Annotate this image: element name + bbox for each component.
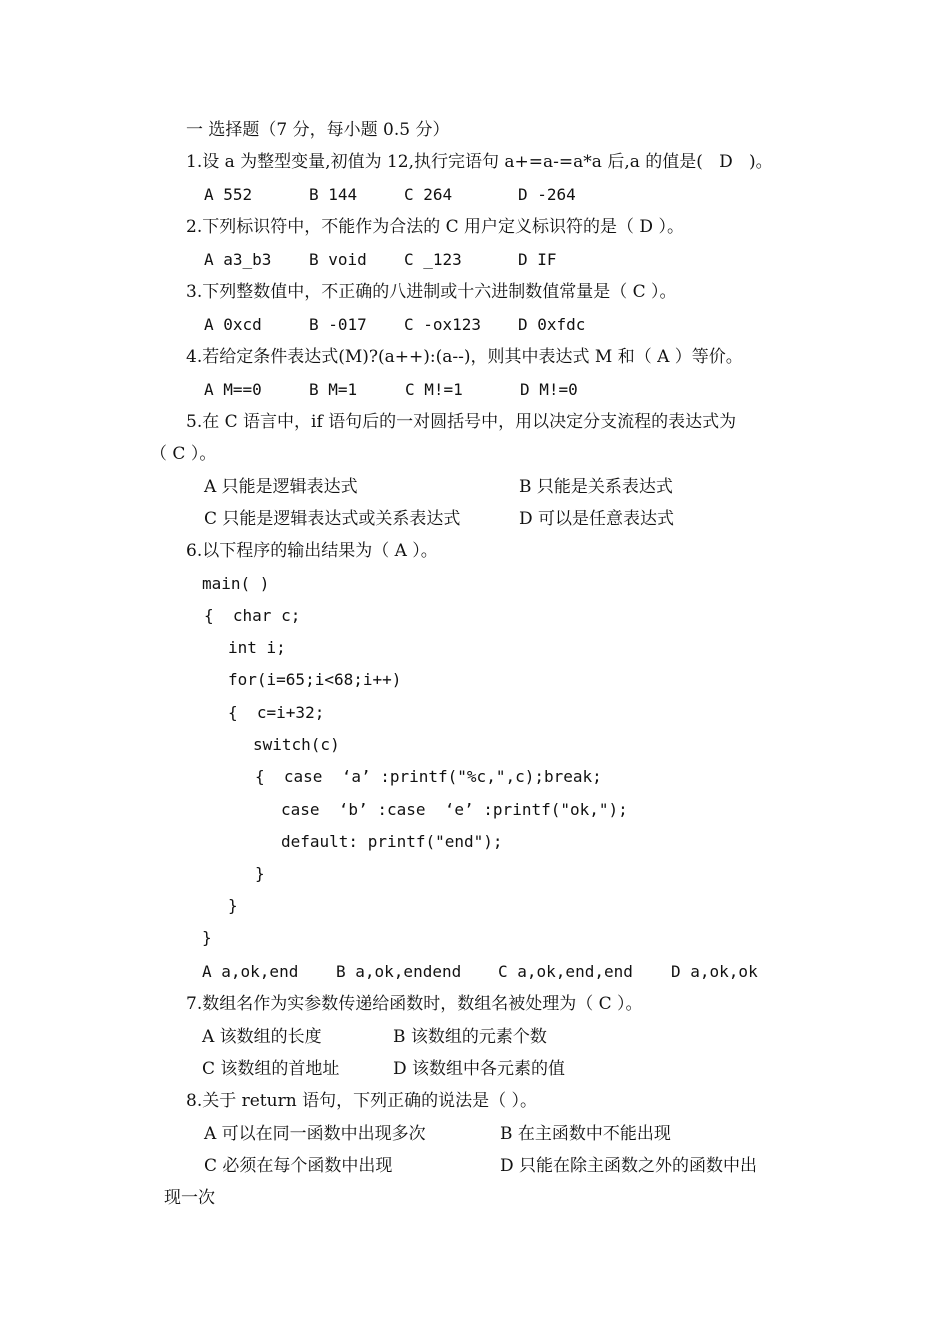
- q2-option-a: A a3_b3: [204, 250, 272, 269]
- question-5-stem-line-1: 5.在 C 语言中，if 语句后的一对圆括号中，用以决定分支流程的表达式为: [186, 412, 737, 432]
- q7-option-c: C 该数组的首地址: [202, 1059, 340, 1079]
- code-line: int i;: [228, 638, 286, 657]
- q6-option-a: A a,ok,end: [202, 962, 299, 981]
- question-2-stem: 2.下列标识符中，不能作为合法的 C 用户定义标识符的是（ D ）。: [186, 217, 684, 237]
- q1-option-b: B 144: [309, 185, 358, 204]
- q4-option-a: A M==0: [204, 380, 262, 399]
- question-8-stem: 8.关于 return 语句，下列正确的说法是（ ）。: [186, 1091, 537, 1111]
- code-line: }: [202, 928, 212, 947]
- code-line: { c=i+32;: [228, 703, 325, 722]
- code-line: { case ‘a’ :printf("%c,",c);break;: [255, 767, 602, 786]
- code-line: for(i=65;i<68;i++): [228, 670, 402, 689]
- q1-option-d: D -264: [518, 185, 576, 204]
- q7-option-d: D 该数组中各元素的值: [393, 1059, 566, 1079]
- q8-option-d-wrap: 现一次: [164, 1188, 215, 1208]
- question-1-stem: 1.设 a 为整型变量,初值为 12,执行完语句 a+=a-=a*a 后,a 的值是( D )。: [186, 152, 773, 172]
- q2-option-c: C _123: [404, 250, 462, 269]
- code-line: }: [228, 896, 238, 915]
- q5-option-a: A 只能是逻辑表达式: [204, 477, 358, 497]
- code-line: case ‘b’ :case ‘e’ :printf("ok,");: [281, 800, 628, 819]
- q7-option-b: B 该数组的元素个数: [393, 1027, 547, 1047]
- q1-option-c: C 264: [404, 185, 453, 204]
- q6-option-d: D a,ok,ok: [671, 962, 758, 981]
- section-heading: 一 选择题（7 分，每小题 0.5 分）: [186, 120, 450, 140]
- code-line: { char c;: [204, 606, 301, 625]
- q8-option-d: D 只能在除主函数之外的函数中出: [500, 1156, 758, 1176]
- q4-option-d: D M!=0: [520, 380, 578, 399]
- question-3-stem: 3.下列整数值中，不正确的八进制或十六进制数值常量是（ C ）。: [186, 282, 677, 302]
- code-line: }: [255, 864, 265, 883]
- q5-option-d: D 可以是任意表达式: [519, 509, 675, 529]
- q2-option-b: B void: [309, 250, 367, 269]
- q5-option-c: C 只能是逻辑表达式或关系表达式: [204, 509, 461, 529]
- q6-option-c: C a,ok,end,end: [498, 962, 633, 981]
- q5-option-b: B 只能是关系表达式: [519, 477, 673, 497]
- q2-option-d: D IF: [518, 250, 557, 269]
- q8-option-b: B 在主函数中不能出现: [500, 1124, 671, 1144]
- q6-option-b: B a,ok,endend: [336, 962, 462, 981]
- q8-option-c: C 必须在每个函数中出现: [204, 1156, 393, 1176]
- q3-option-a: A 0xcd: [204, 315, 262, 334]
- q1-option-a: A 552: [204, 185, 253, 204]
- code-line: default: printf("end");: [281, 832, 503, 851]
- question-4-stem: 4.若给定条件表达式(M)?(a++):(a--)，则其中表达式 M 和（ A ）等价。: [186, 347, 743, 367]
- q3-option-d: D 0xfdc: [518, 315, 586, 334]
- q3-option-b: B -017: [309, 315, 367, 334]
- code-line: main( ): [202, 574, 270, 593]
- q7-option-a: A 该数组的长度: [202, 1027, 322, 1047]
- q4-option-b: B M=1: [309, 380, 358, 399]
- question-5-stem-line-2: （ C ）。: [150, 444, 217, 464]
- question-6-stem: 6.以下程序的输出结果为（ A ）。: [186, 541, 438, 561]
- q4-option-c: C M!=1: [405, 380, 463, 399]
- q8-option-a: A 可以在同一函数中出现多次: [204, 1124, 426, 1144]
- question-7-stem: 7.数组名作为实参数传递给函数时，数组名被处理为（ C ）。: [186, 994, 643, 1014]
- q3-option-c: C -ox123: [404, 315, 482, 334]
- code-line: switch(c): [253, 735, 340, 754]
